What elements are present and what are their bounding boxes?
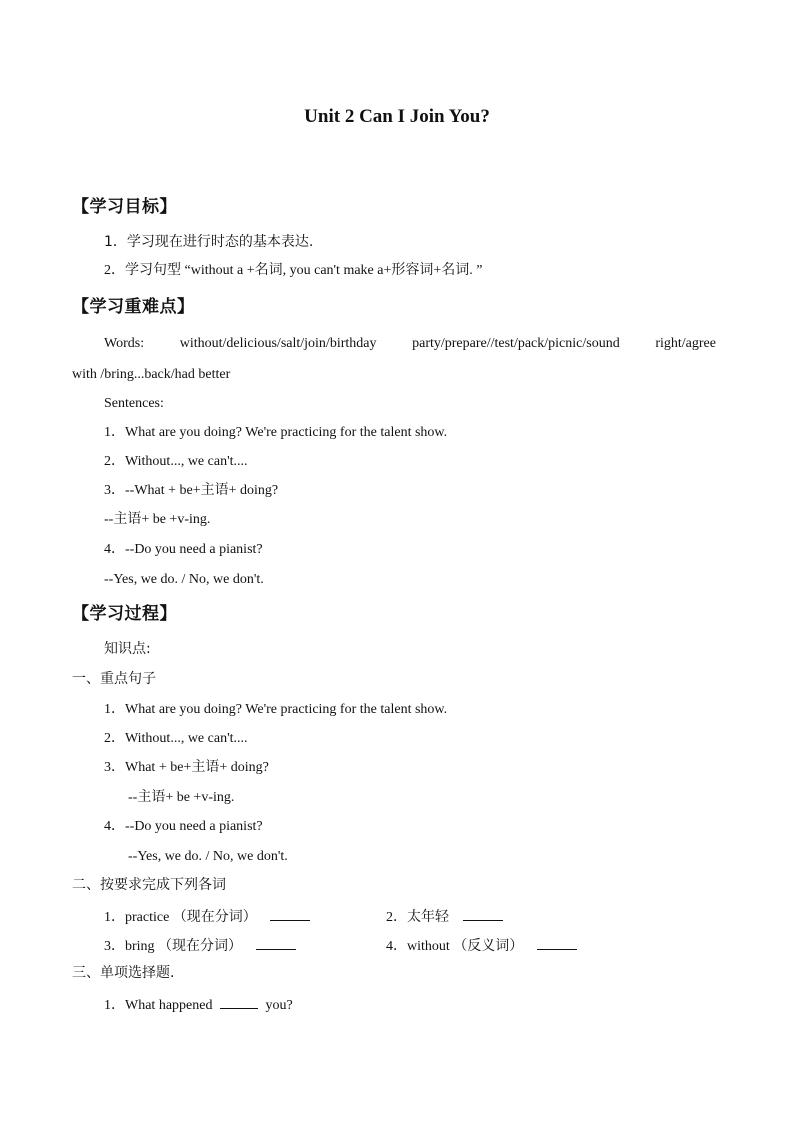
part3-question-1 <box>104 994 293 1015</box>
answer-blank[interactable] <box>537 935 577 950</box>
key-points-heading: 【学习重难点】 <box>72 297 195 317</box>
key-sentence-4-answer: --Yes, we do. / No, we don't. <box>104 572 264 587</box>
objective-item-2: 2．学习句型 “without a +名词, you can't make a+形容词+名词. ” <box>104 263 483 278</box>
words-part-1: without/delicious/salt/join/birthday <box>179 336 377 351</box>
words-line <box>104 336 716 352</box>
question-1-text-before: 1．What happened <box>104 998 213 1013</box>
sentences-label: Sentences: <box>104 396 164 411</box>
answer-blank[interactable] <box>463 906 503 921</box>
part1-sentence-1: 1．What are you doing? We're practicing for the talent show. <box>104 702 448 717</box>
part2-item-4-text: 4．without （反义词） <box>386 939 524 954</box>
knowledge-label: 知识点: <box>104 641 151 657</box>
words-part-3: right/agree <box>655 336 716 351</box>
answer-blank[interactable] <box>270 906 310 921</box>
part1-sentence-4-answer: --Yes, we do. / No, we don't. <box>128 849 288 864</box>
key-sentence-4: 4．--Do you need a pianist? <box>104 542 263 557</box>
part2-title: 二、按要求完成下列各词 <box>72 877 226 893</box>
part1-sentence-2: 2．Without..., we can't.... <box>104 731 248 746</box>
words-part-2: party/prepare//test/pack/picnic/sound <box>412 336 620 351</box>
part1-title: 一、重点句子 <box>72 671 156 687</box>
part1-sentence-3: 3．What + be+主语+ doing? <box>104 760 269 775</box>
part2-item-4 <box>386 935 577 956</box>
key-sentence-2: 2．Without..., we can't.... <box>104 454 248 469</box>
part2-item-1-text: 1．practice （现在分词） <box>104 910 257 925</box>
question-1-text-after: you? <box>265 998 293 1013</box>
page-title: Unit 2 Can I Join You? <box>304 106 490 127</box>
part1-sentence-4: 4．--Do you need a pianist? <box>104 819 263 834</box>
answer-blank[interactable] <box>256 935 296 950</box>
words-label: Words: <box>104 336 145 351</box>
objectives-heading: 【学习目标】 <box>72 197 177 217</box>
answer-blank[interactable] <box>220 994 258 1009</box>
part2-item-3-text: 3．bring （现在分词） <box>104 939 243 954</box>
part2-item-2 <box>386 906 503 927</box>
key-sentence-3-answer: --主语+ be +v-ing. <box>104 512 211 527</box>
part2-item-1 <box>104 906 310 927</box>
part1-sentence-3-answer: --主语+ be +v-ing. <box>128 790 235 805</box>
process-heading: 【学习过程】 <box>72 604 177 624</box>
words-continuation: with /bring...back/had better <box>72 367 231 382</box>
key-sentence-3: 3．--What + be+主语+ doing? <box>104 483 279 498</box>
key-sentence-1: 1．What are you doing? We're practicing for the talent show. <box>104 425 448 440</box>
part2-item-3 <box>104 935 296 956</box>
part3-title: 三、单项选择题. <box>72 965 175 981</box>
objective-item-1: 1．学习现在进行时态的基本表达. <box>104 234 314 250</box>
part2-item-2-text: 2．太年轻 <box>386 910 449 925</box>
